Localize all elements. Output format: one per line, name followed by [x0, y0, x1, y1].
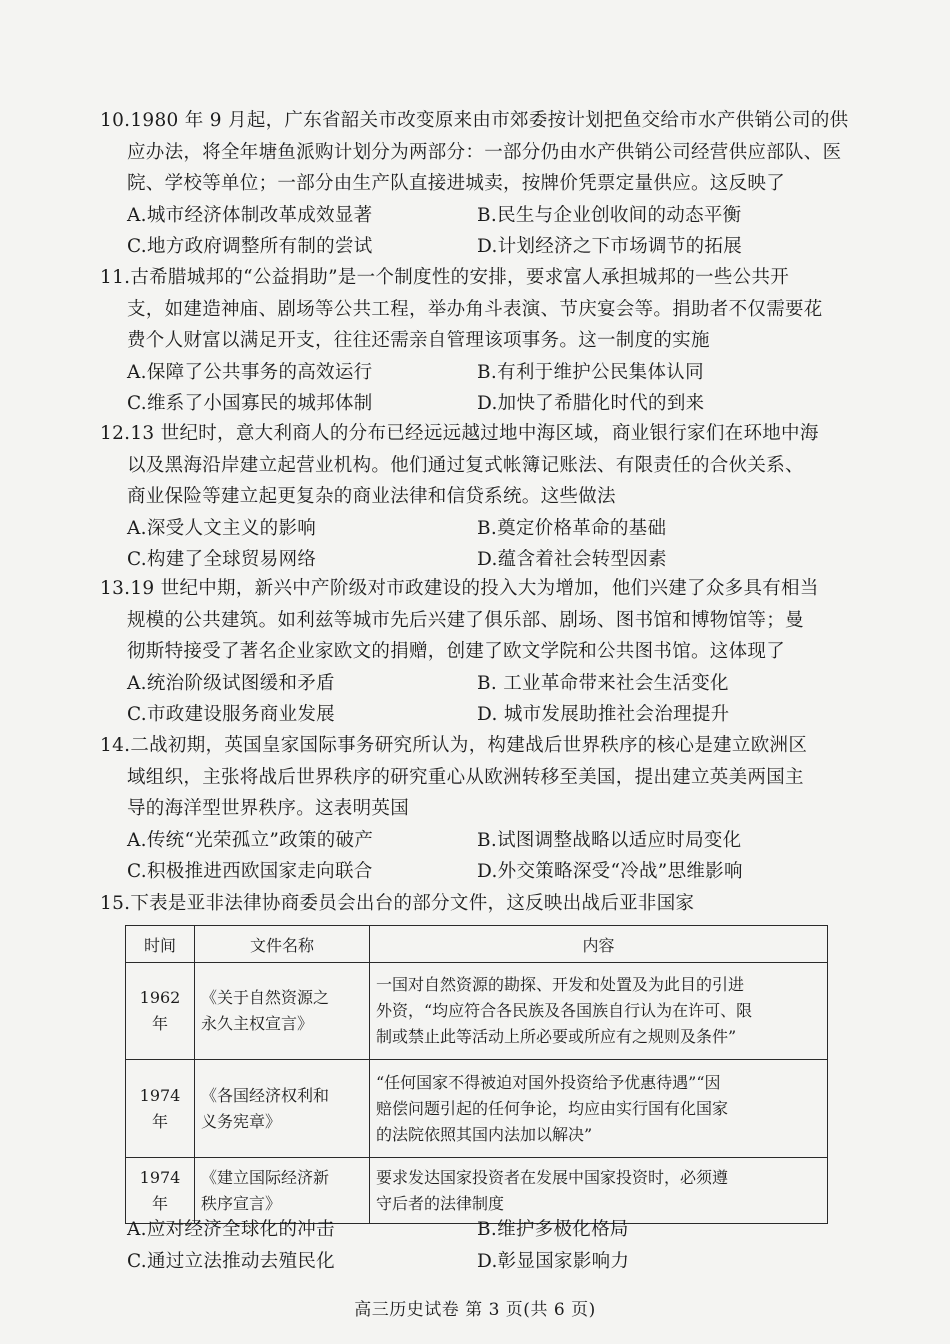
header-time: 时间	[126, 926, 195, 963]
options-row	[100, 231, 840, 263]
options-row	[100, 388, 840, 420]
cell-time: 1962 年	[126, 963, 195, 1060]
table-row	[126, 1060, 828, 1158]
question-text-line: 11.古希腊城邦的“公益捐助”是一个制度性的安排，要求富人承担城邦的一些公共开	[100, 267, 790, 288]
question-13	[100, 573, 840, 731]
option-b[interactable]: B.维护多极化格局	[477, 1219, 629, 1240]
text-line: 一国对自然资源的勘探、开发和处置及为此目的引进	[376, 975, 745, 994]
options-row	[100, 856, 840, 888]
option-b[interactable]: B.试图调整战略以适应时局变化	[477, 829, 742, 851]
question-15	[100, 888, 840, 920]
text-line: 赔偿问题引起的任何争论，均应由实行国有化国家	[376, 1098, 729, 1118]
question-text-line: 13.19 世纪中期，新兴中产阶级对市政建设的投入大为增加，他们兴建了众多具有相当	[100, 578, 819, 599]
option-a[interactable]: A.城市经济体制改革成效显著	[127, 204, 373, 226]
header-document-name: 文件名称	[195, 926, 370, 963]
question-text-line: 彻斯特接受了著名企业家欧文的捐赠，创建了欧文学院和公共图书馆。这体现了	[127, 641, 786, 662]
options-row	[100, 544, 840, 576]
cell-document-name	[195, 1060, 370, 1158]
table-row	[126, 963, 828, 1060]
question-text-line: 15.下表是亚非法律协商委员会出台的部分文件，这反映出战后亚非国家	[100, 893, 695, 914]
option-a[interactable]: A.统治阶级试图缓和矛盾	[127, 672, 335, 694]
option-a[interactable]: A.应对经济全球化的冲击	[127, 1219, 335, 1240]
text-line: 制或禁止此等活动上所必要或所应有之规则及条件”	[376, 1027, 737, 1046]
table-header-row	[126, 926, 828, 963]
option-c[interactable]: C.积极推进西欧国家走向联合	[127, 861, 373, 882]
options-row	[100, 200, 840, 232]
option-a[interactable]: A.深受人文主义的影响	[127, 517, 317, 539]
cell-time: 1974 年	[126, 1060, 195, 1158]
option-d[interactable]: D.彰显国家影响力	[477, 1250, 630, 1272]
options-row	[100, 357, 840, 389]
cell-document-name	[195, 963, 370, 1060]
question-15-options	[100, 1214, 840, 1277]
option-b[interactable]: B.民生与企业创收间的动态平衡	[477, 204, 742, 226]
options-row	[100, 699, 840, 731]
text-line: 外资，“均应符合各民族及各国族自行认为在许可、限	[376, 1001, 753, 1020]
question-text-line: 以及黑海沿岸建立起营业机构。他们通过复式帐簿记账法、有限责任的合伙关系、	[127, 454, 804, 476]
question-11	[100, 262, 840, 420]
text-line: 义务宪章》	[201, 1111, 282, 1131]
question-text-line: 应办法，将全年塘鱼派购计划分为两部分：一部分仍由水产供销公司经营供应部队、医	[127, 141, 842, 163]
option-c[interactable]: C.构建了全球贸易网络	[127, 549, 317, 570]
option-b[interactable]: B.有利于维护公民集体认同	[477, 361, 704, 383]
question-12	[100, 418, 840, 576]
option-d[interactable]: D.蕴含着社会转型因素	[477, 549, 667, 570]
options-row	[100, 825, 840, 857]
question-text-line: 域组织，主张将战后世界秩序的研究重心从欧洲转移至美国，提出建立英美两国主	[127, 766, 804, 788]
option-d[interactable]: D. 城市发展助推社会治理提升	[477, 704, 730, 725]
option-c[interactable]: C.通过立法推动去殖民化	[127, 1250, 335, 1272]
option-a[interactable]: A.保障了公共事务的高效运行	[127, 361, 373, 383]
text-line: 《关于自然资源之	[201, 988, 330, 1007]
option-b[interactable]: B. 工业革命带来社会生活变化	[477, 672, 729, 694]
text-line: 的法院依照其国内法加以解决”	[376, 1124, 593, 1144]
text-line: 永久主权宣言》	[201, 1014, 314, 1033]
text-line: “任何国家不得被迫对国外投资给予优惠待遇”“因	[376, 1072, 721, 1092]
option-d[interactable]: D.计划经济之下市场调节的拓展	[477, 236, 743, 257]
options-row	[100, 1246, 840, 1278]
question-text-line: 院、学校等单位；一部分由生产队直接进城卖，按牌价凭票定量供应。这反映了	[127, 173, 786, 194]
question-10	[100, 105, 849, 263]
question-text-line: 12.13 世纪时，意大利商人的分布已经远远越过地中海区域，商业银行家们在环地中海	[100, 423, 819, 444]
option-a[interactable]: A.传统“光荣孤立”政策的破产	[127, 829, 374, 851]
options-row	[100, 513, 840, 545]
option-b[interactable]: B.奠定价格革命的基础	[477, 517, 667, 539]
question-text-line: 导的海洋型世界秩序。这表明英国	[127, 798, 410, 819]
option-c[interactable]: C.市政建设服务商业发展	[127, 704, 335, 725]
question-text-line: 商业保险等建立起更复杂的商业法律和信贷系统。这些做法	[127, 486, 616, 507]
page-footer: 高三历史试卷 第 3 页(共 6 页)	[354, 1300, 596, 1320]
option-d[interactable]: D.加快了希腊化时代的到来	[477, 393, 705, 414]
text-line: 《各国经济权利和	[201, 1085, 330, 1105]
option-c[interactable]: C.维系了小国寡民的城邦体制	[127, 393, 373, 414]
options-row	[100, 668, 840, 700]
option-c[interactable]: C.地方政府调整所有制的尝试	[127, 236, 373, 257]
question-text-line: 支，如建造神庙、剧场等公共工程，举办角斗表演、节庆宴会等。捐助者不仅需要花	[127, 298, 823, 320]
text-line: 《建立国际经济新	[201, 1167, 330, 1187]
question-text-line: 14.二战初期，英国皇家国际事务研究所认为，构建战后世界秩序的核心是建立欧洲区	[100, 735, 808, 756]
question-14	[100, 730, 840, 888]
option-d[interactable]: D.外交策略深受“冷战”思维影响	[477, 861, 743, 882]
question-text-line: 10.1980 年 9 月起，广东省韶关市改变原来由市郊委按计划把鱼交给市水产供销公司的供	[100, 110, 849, 131]
text-line: 守后者的法律制度	[376, 1193, 505, 1213]
cell-content	[370, 1060, 828, 1158]
question-text-line: 规模的公共建筑。如利兹等城市先后兴建了俱乐部、剧场、图书馆和博物馆等；曼	[127, 609, 804, 631]
question-text-line: 费个人财富以满足开支，往往还需亲自管理该项事务。这一制度的实施	[127, 330, 710, 351]
options-row	[100, 1214, 840, 1246]
documents-table	[125, 925, 828, 1224]
header-content: 内容	[370, 926, 828, 963]
cell-content	[370, 963, 828, 1060]
text-line: 秩序宣言》	[201, 1193, 282, 1213]
text-line: 要求发达国家投资者在发展中国家投资时，必须遵	[376, 1167, 729, 1187]
cell-time: 1974 年	[126, 1158, 195, 1224]
